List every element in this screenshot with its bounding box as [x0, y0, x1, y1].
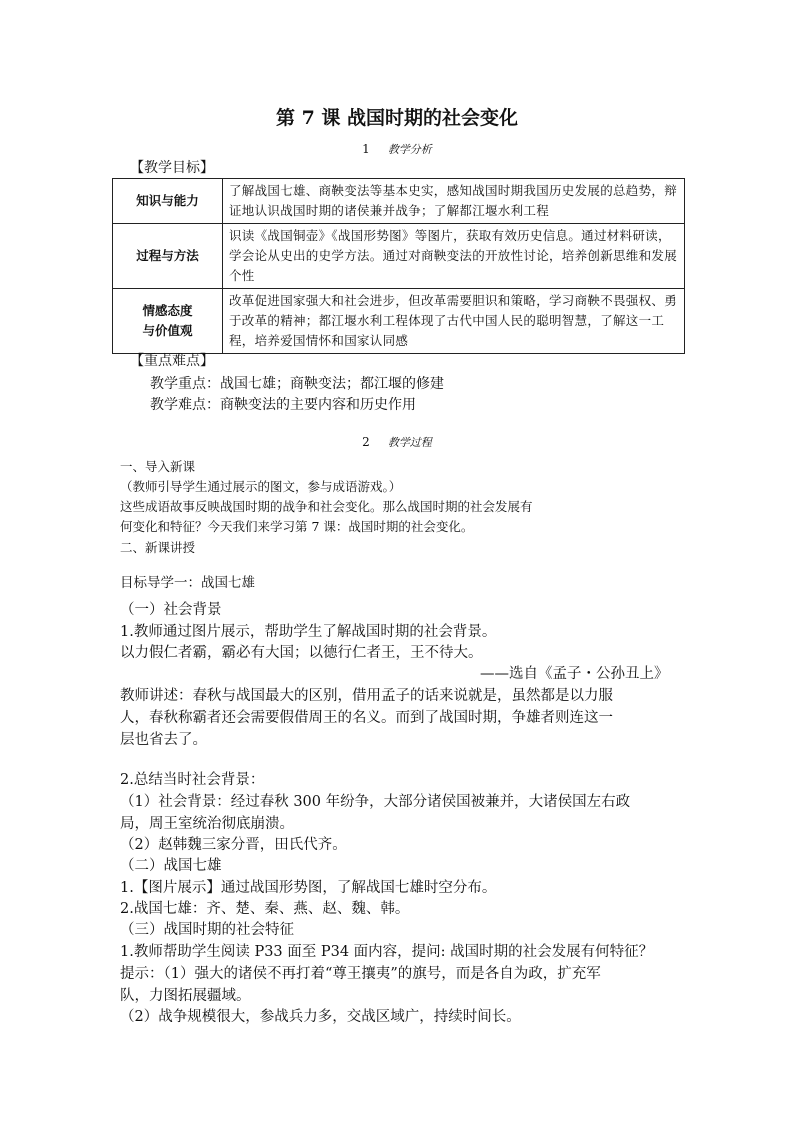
goals-table [112, 178, 685, 354]
paragraph-line: 队，力图拓展疆域。 [120, 988, 251, 1004]
paragraph-line: （教师引导学生通过展示的图文，参与成语游戏。） [120, 479, 402, 494]
paragraph-line: 2.总结当时社会背景： [120, 772, 265, 788]
section-heading-process [0, 434, 794, 450]
section-number: 2 [362, 435, 370, 449]
table-row [113, 179, 685, 224]
table-row [113, 289, 685, 354]
section-heading-analysis [0, 141, 794, 157]
paragraph-line: 1.【图片展示】通过战国形势图，了解战国七雄时空分布。 [120, 880, 497, 896]
paragraph-line: 1.教师帮助学生阅读 P33 面至 P34 面内容，提问: 战国时期的社会发展有何特征？ [120, 944, 654, 960]
goal-category: 知识与能力 [113, 179, 223, 224]
quote-source: ——选自《孟子・公孙丑上》 [480, 666, 669, 682]
section-name: 教学分析 [387, 143, 432, 156]
paragraph-line: 何变化和特征？今天我们来学习第 7 课：战国时期的社会变化。 [120, 519, 474, 534]
goal-heading: 目标导学一：战国七雄 [120, 575, 255, 591]
goal-category-line: 与价值观 [142, 323, 193, 338]
goal-category-line: 情感态度 [142, 303, 193, 318]
intro-heading: 一、导入新课 [120, 459, 196, 474]
paragraph-line: 2.战国七雄：齐、楚、秦、燕、赵、魏、韩。 [120, 901, 410, 917]
table-row [113, 224, 685, 289]
subsection-heading: （一）社会背景 [120, 602, 222, 618]
quote-line: 以力假仁者霸，霸必有大国；以德行仁者王，王不待大。 [120, 645, 483, 661]
section-number: 1 [362, 142, 370, 156]
paragraph-line: 1.教师通过图片展示，帮助学生了解战国时期的社会背景。 [120, 624, 497, 640]
paragraph-line: 提示：（1）强大的诸侯不再打着“尊王攘夷”的旗号，而是各自为政，扩充军 [120, 966, 601, 982]
paragraph-line: 局，周王室统治彻底崩溃。 [120, 816, 294, 832]
keypoints-heading: 【重点难点】 [130, 353, 214, 369]
key-point: 教学重点：战国七雄；商鞅变法；都江堰的修建 [150, 376, 444, 392]
goal-text: 了解战国七雄、商鞅变法等基本史实，感知战国时期我国历史发展的总趋势，辩证地认识战国时期的诸侯兼并战争；了解都江堰水利工程 [223, 179, 685, 224]
paragraph-line: （1）社会背景：经过春秋 300 年纷争，大部分诸侯国被兼并，大诸侯国左右政 [120, 794, 631, 810]
goal-category [113, 289, 223, 354]
goal-text: 识读《战国铜壶》《战国形势图》等图片，获取有效历史信息。通过材料研读，学会论从史出的史学方法。通过对商鞅变法的开放性讨论，培养创新思维和发展个性 [223, 224, 685, 289]
paragraph-line: （2）赵韩魏三家分晋，田氏代齐。 [120, 837, 347, 853]
section-name: 教学过程 [387, 436, 432, 449]
subsection-heading: （二）战国七雄 [120, 858, 222, 874]
paragraph-line: 这些成语故事反映战国时期的战争和社会变化。那么战国时期的社会发展有 [120, 499, 533, 514]
goals-heading: 【教学目标】 [130, 160, 214, 176]
page-title: 第 7 课 战国时期的社会变化 [275, 107, 519, 129]
subsection-heading: （三）战国时期的社会特征 [120, 922, 294, 938]
paragraph-line: （2）战争规模很大，参战兵力多，交战区域广，持续时间长。 [120, 1009, 521, 1025]
goal-text: 改革促进国家强大和社会进步，但改革需要胆识和策略，学习商鞅不畏强权、勇于改革的精神；都江堰水利工程体现了古代中国人民的聪明智慧，了解这一工程，培养爱国情怀和国家认同感 [223, 289, 685, 354]
paragraph-line: 人，春秋称霸者还会需要假借周王的名义。而到了战国时期，争雄者则连这一 [120, 710, 613, 726]
paragraph-line: 教师讲述：春秋与战国最大的区别，借用孟子的话来说就是，虽然都是以力服 [120, 688, 613, 704]
goal-category: 过程与方法 [113, 224, 223, 289]
difficulty-point: 教学难点：商鞅变法的主要内容和历史作用 [150, 397, 416, 413]
new-lesson-heading: 二、新课讲授 [120, 540, 196, 555]
paragraph-line: 层也省去了。 [120, 732, 207, 748]
